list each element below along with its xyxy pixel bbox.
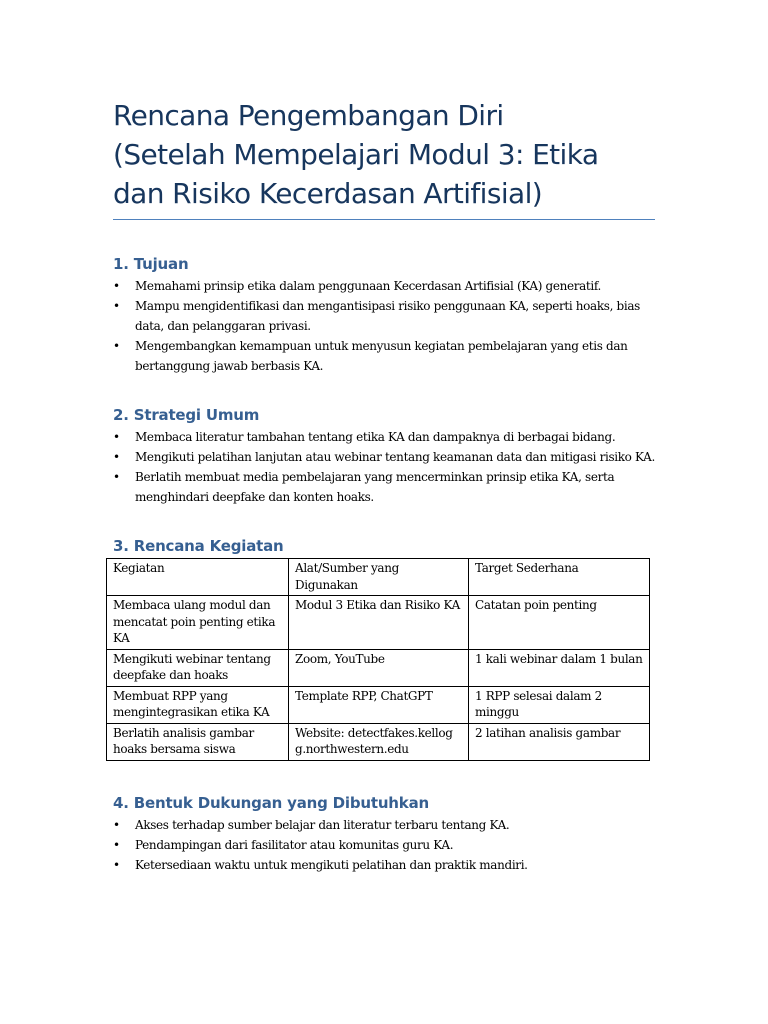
list-item-text: Ketersediaan waktu untuk mengikuti pelatihan dan praktik mandiri. (135, 857, 528, 872)
bullet-icon: • (113, 857, 120, 872)
table-header-cell: Kegiatan (107, 559, 289, 596)
section-heading-tujuan: 1. Tujuan (113, 255, 189, 273)
table-cell: Template RPP, ChatGPT (289, 686, 469, 723)
bullet-icon: • (113, 299, 120, 313)
table-cell: Catatan poin penting (469, 596, 650, 650)
table-cell: 1 kali webinar dalam 1 bulan (469, 649, 650, 686)
strategi-list (113, 427, 655, 507)
list-item (113, 447, 655, 467)
dukungan-list (113, 815, 655, 875)
list-item-text: Akses terhadap sumber belajar dan literatur terbaru tentang KA. (135, 817, 510, 832)
table-cell: 2 latihan analisis gambar (469, 723, 650, 760)
table-cell: Zoom, YouTube (289, 649, 469, 686)
bullet-icon: • (113, 837, 120, 852)
list-item-text: Membaca literatur tambahan tentang etika KA dan dampaknya di berbagai bidang. (135, 430, 616, 444)
table-cell: Website: detectfakes.kellogg.northwestern.edu (289, 723, 469, 760)
section-heading-dukungan: 4. Bentuk Dukungan yang Dibutuhkan (113, 793, 429, 812)
table-cell: Membuat RPP yang mengintegrasikan etika KA (107, 686, 289, 723)
table-header-cell: Alat/Sumber yang Digunakan (289, 559, 469, 596)
table-row (107, 723, 650, 760)
bullet-icon: • (113, 279, 120, 293)
bullet-icon: • (113, 430, 120, 444)
bullet-icon: • (113, 339, 120, 353)
table-cell: Membaca ulang modul dan mencatat poin penting etika KA (107, 596, 289, 650)
list-item-text: Berlatih membuat media pembelajaran yang mencerminkan prinsip etika KA, serta menghindari deepfake dan konten hoaks. (135, 470, 615, 504)
list-item (113, 467, 655, 507)
list-item-text: Memahami prinsip etika dalam penggunaan Kecerdasan Artifisial (KA) generatif. (135, 279, 602, 293)
section-heading-strategi: 2. Strategi Umum (113, 406, 260, 424)
title-line: (Setelah Mempelajari Modul 3: Etika (113, 138, 599, 171)
table-header-cell: Target Sederhana (469, 559, 650, 596)
list-item (113, 276, 655, 296)
list-item (113, 296, 655, 336)
tujuan-list (113, 276, 655, 376)
list-item (113, 835, 655, 855)
list-item (113, 815, 655, 835)
activity-table (106, 558, 650, 761)
bullet-icon: • (113, 450, 120, 464)
table-cell: Berlatih analisis gambar hoaks bersama siswa (107, 723, 289, 760)
table-cell: Modul 3 Etika dan Risiko KA (289, 596, 469, 650)
list-item (113, 855, 655, 875)
list-item (113, 427, 655, 447)
bullet-icon: • (113, 817, 120, 832)
table-row (107, 686, 650, 723)
table-row (107, 649, 650, 686)
document-title (113, 96, 655, 220)
document-page (113, 96, 655, 875)
list-item-text: Mengikuti pelatihan lanjutan atau webinar tentang keamanan data dan mitigasi risiko KA. (135, 450, 655, 464)
table-row (107, 596, 650, 650)
list-item-text: Pendampingan dari fasilitator atau komunitas guru KA. (135, 837, 454, 852)
title-line: dan Risiko Kecerdasan Artifisial) (113, 177, 543, 210)
list-item-text: Mampu mengidentifikasi dan mengantisipasi risiko penggunaan KA, seperti hoaks, bias data, dan pelanggaran privasi. (135, 299, 640, 333)
list-item-text: Mengembangkan kemampuan untuk menyusun kegiatan pembelajaran yang etis dan bertanggung jawab berbasis KA. (135, 339, 628, 373)
section-heading-kegiatan: 3. Rencana Kegiatan (113, 537, 284, 555)
title-line: Rencana Pengembangan Diri (113, 99, 504, 132)
bullet-icon: • (113, 470, 120, 484)
table-cell: Mengikuti webinar tentang deepfake dan hoaks (107, 649, 289, 686)
table-header-row (107, 559, 650, 596)
table-cell: 1 RPP selesai dalam 2 minggu (469, 686, 650, 723)
list-item (113, 336, 655, 376)
